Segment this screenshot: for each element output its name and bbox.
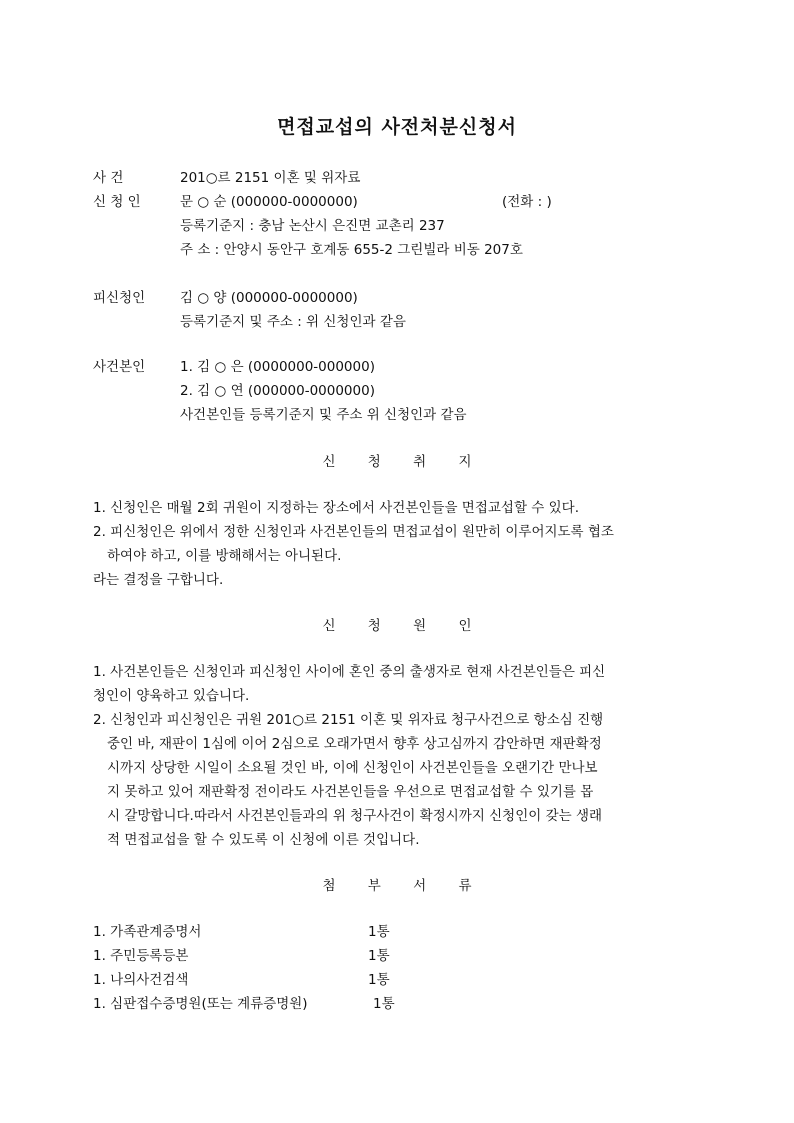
cause-heading: 신 청 원 인 <box>322 618 486 634</box>
cause-item-2-line-3: 시까지 상당한 시일이 소요될 것인 바, 이에 신청인이 사건본인들을 오랜기간 만나보 <box>107 760 598 776</box>
attachment-item: 1. 주민등록등본 <box>93 948 189 964</box>
applicant-phone: (전화 : ) <box>502 194 552 210</box>
respondent-registry-address: 등록기준지 및 주소 : 위 신청인과 같음 <box>180 314 406 330</box>
cause-item-2-line-5: 시 갈망합니다.따라서 사건본인들과의 위 청구사건이 확정시까지 신청인이 갖는 생래 <box>107 808 603 824</box>
applicant-name: 문 ○ 순 (000000-0000000) <box>180 194 358 210</box>
principal-item-2: 2. 김 ○ 연 (000000-0000000) <box>180 383 375 399</box>
attachments-heading: 첨 부 서 류 <box>322 878 486 894</box>
cause-item-1-line-1: 1. 사건본인들은 신청인과 피신청인 사이에 혼인 중의 출생자로 현재 사건본인들은 피신 <box>93 664 606 680</box>
attachment-item: 1. 심판접수증명원(또는 계류증명원) <box>93 996 308 1012</box>
principals-note: 사건본인들 등록기준지 및 주소 위 신청인과 같음 <box>180 407 467 423</box>
document-title: 면접교섭의 사전처분신청서 <box>277 116 517 138</box>
cause-item-2-line-6: 적 면접교섭을 할 수 있도록 이 신청에 이른 것입니다. <box>107 832 420 848</box>
cause-item-2-line-4: 지 못하고 있어 재판확정 전이라도 사건본인들을 우선으로 면접교섭할 수 있기를 몹 <box>107 784 594 800</box>
attachment-count: 1통 <box>368 924 390 940</box>
purpose-heading: 신 청 취 지 <box>322 454 486 470</box>
principal-item-1: 1. 김 ○ 은 (0000000-000000) <box>180 359 375 375</box>
cause-item-1-line-2: 청인이 양육하고 있습니다. <box>93 688 250 704</box>
attachment-item: 1. 나의사건검색 <box>93 972 189 988</box>
purpose-item-2-line-1: 2. 피신청인은 위에서 정한 신청인과 사건본인들의 면접교섭이 원만히 이루어지도록 협조 <box>93 524 614 540</box>
attachment-count: 1통 <box>373 996 395 1012</box>
applicant-label: 신 청 인 <box>93 194 141 210</box>
cause-item-2-line-1: 2. 신청인과 피신청인은 귀원 201○르 2151 이혼 및 위자료 청구사건으로 항소심 진행 <box>93 712 604 728</box>
case-label: 사 건 <box>93 170 124 186</box>
attachment-count: 1통 <box>368 972 390 988</box>
attachment-count: 1통 <box>368 948 390 964</box>
attachment-item: 1. 가족관계증명서 <box>93 924 202 940</box>
respondent-label: 피신청인 <box>93 290 146 306</box>
cause-item-2-line-2: 중인 바, 재판이 1심에 이어 2심으로 오래가면서 향후 상고심까지 감안하면 재판확정 <box>107 736 602 752</box>
applicant-address: 주 소 : 안양시 동안구 호계동 655-2 그린빌라 비동 207호 <box>180 242 523 258</box>
purpose-item-2-line-2: 하여야 하고, 이를 방해해서는 아니된다. <box>107 548 342 564</box>
applicant-registry: 등록기준지 : 충남 논산시 은진면 교촌리 237 <box>180 218 445 234</box>
principals-label: 사건본인 <box>93 359 146 375</box>
purpose-item-1: 1. 신청인은 매월 2회 귀원이 지정하는 장소에서 사건본인들을 면접교섭할 수 있다. <box>93 500 579 516</box>
respondent-name: 김 ○ 양 (000000-0000000) <box>180 290 358 306</box>
case-value: 201○르 2151 이혼 및 위자료 <box>180 170 361 186</box>
purpose-closing: 라는 결정을 구합니다. <box>93 572 224 588</box>
